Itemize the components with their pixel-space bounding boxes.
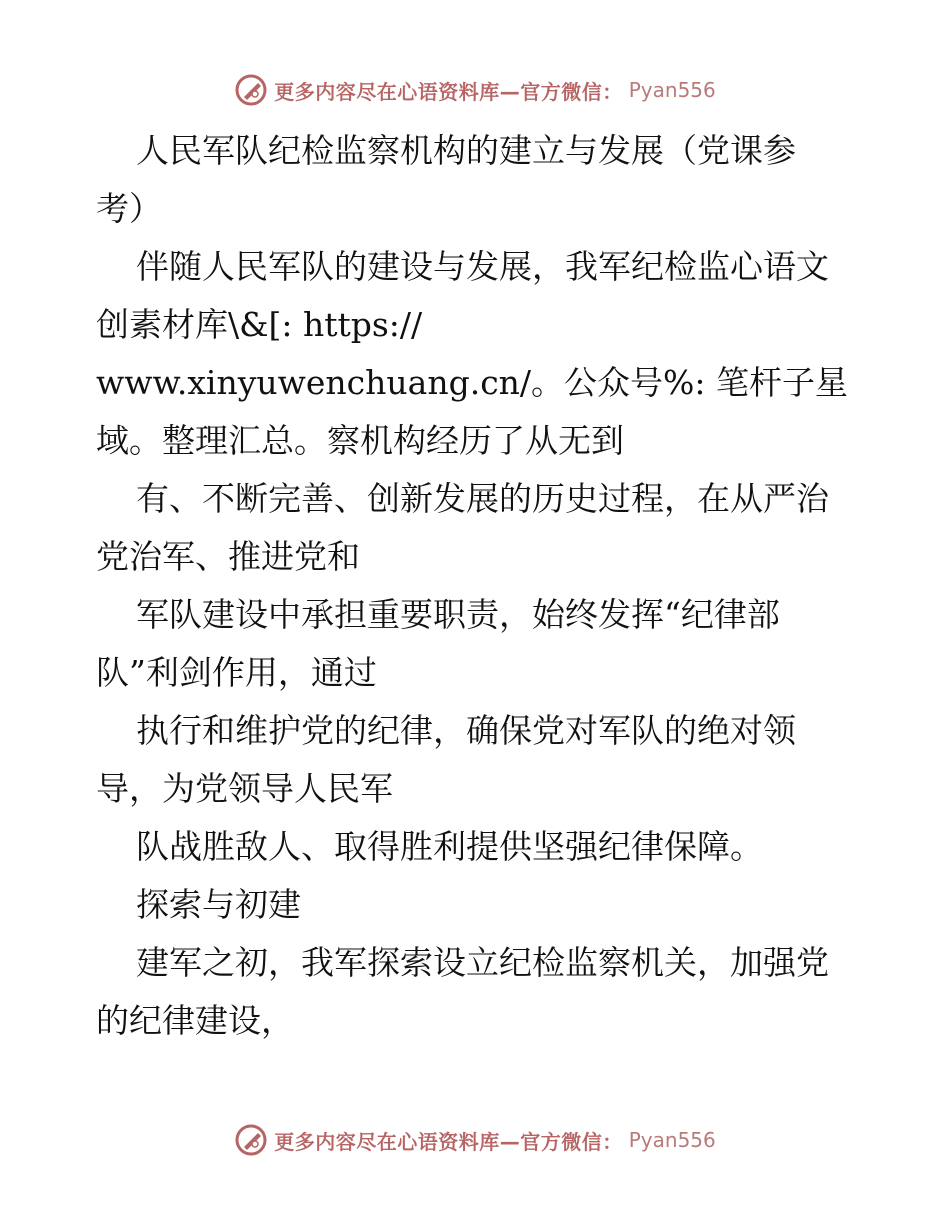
footer-banner-account: Pyan556 xyxy=(628,1128,716,1152)
paragraph-line: 军队建设中承担重要职责，始终发挥“纪律部 xyxy=(136,595,780,634)
paragraph-line: 导，为党领导人民军 xyxy=(96,769,393,808)
pen-logo-icon xyxy=(234,73,268,107)
paragraph-line: 有、不断完善、创新发展的历史过程，在从严治 xyxy=(136,479,829,518)
title-line-1: 人民军队纪检监察机构的建立与发展（党课参 xyxy=(136,131,796,170)
header-banner-text: 更多内容尽在心语资料库—官方微信： xyxy=(274,79,623,104)
section-heading: 探索与初建 xyxy=(136,885,301,924)
header-banner xyxy=(0,70,950,110)
document-body xyxy=(96,122,856,1050)
paragraph-line: 党治军、推进党和 xyxy=(96,537,360,576)
paragraph-line: 建军之初，我军探索设立纪检监察机关，加强党 xyxy=(136,943,829,982)
paragraph-line: 的纪律建设， xyxy=(96,1001,294,1040)
paragraph-line: www.xinyuwenchuang.cn/。公众号%: 笔杆子星 xyxy=(96,363,849,402)
paragraph-line: 创素材库\&[: https:// xyxy=(96,305,423,344)
footer-banner xyxy=(0,1120,950,1160)
header-banner-account: Pyan556 xyxy=(628,78,716,102)
paragraph-line: 队”利剑作用，通过 xyxy=(96,653,377,692)
paragraph-line: 伴随人民军队的建设与发展，我军纪检监心语文 xyxy=(136,247,829,286)
paragraph-line: 队战胜敌人、取得胜利提供坚强纪律保障。 xyxy=(136,827,763,866)
pen-logo-icon xyxy=(234,1123,268,1157)
paragraph-line: 执行和维护党的纪律，确保党对军队的绝对领 xyxy=(136,711,796,750)
footer-banner-text: 更多内容尽在心语资料库—官方微信： xyxy=(274,1129,623,1154)
paragraph-line: 域。整理汇总。察机构经历了从无到 xyxy=(96,421,624,460)
title-line-2: 考） xyxy=(96,189,162,228)
